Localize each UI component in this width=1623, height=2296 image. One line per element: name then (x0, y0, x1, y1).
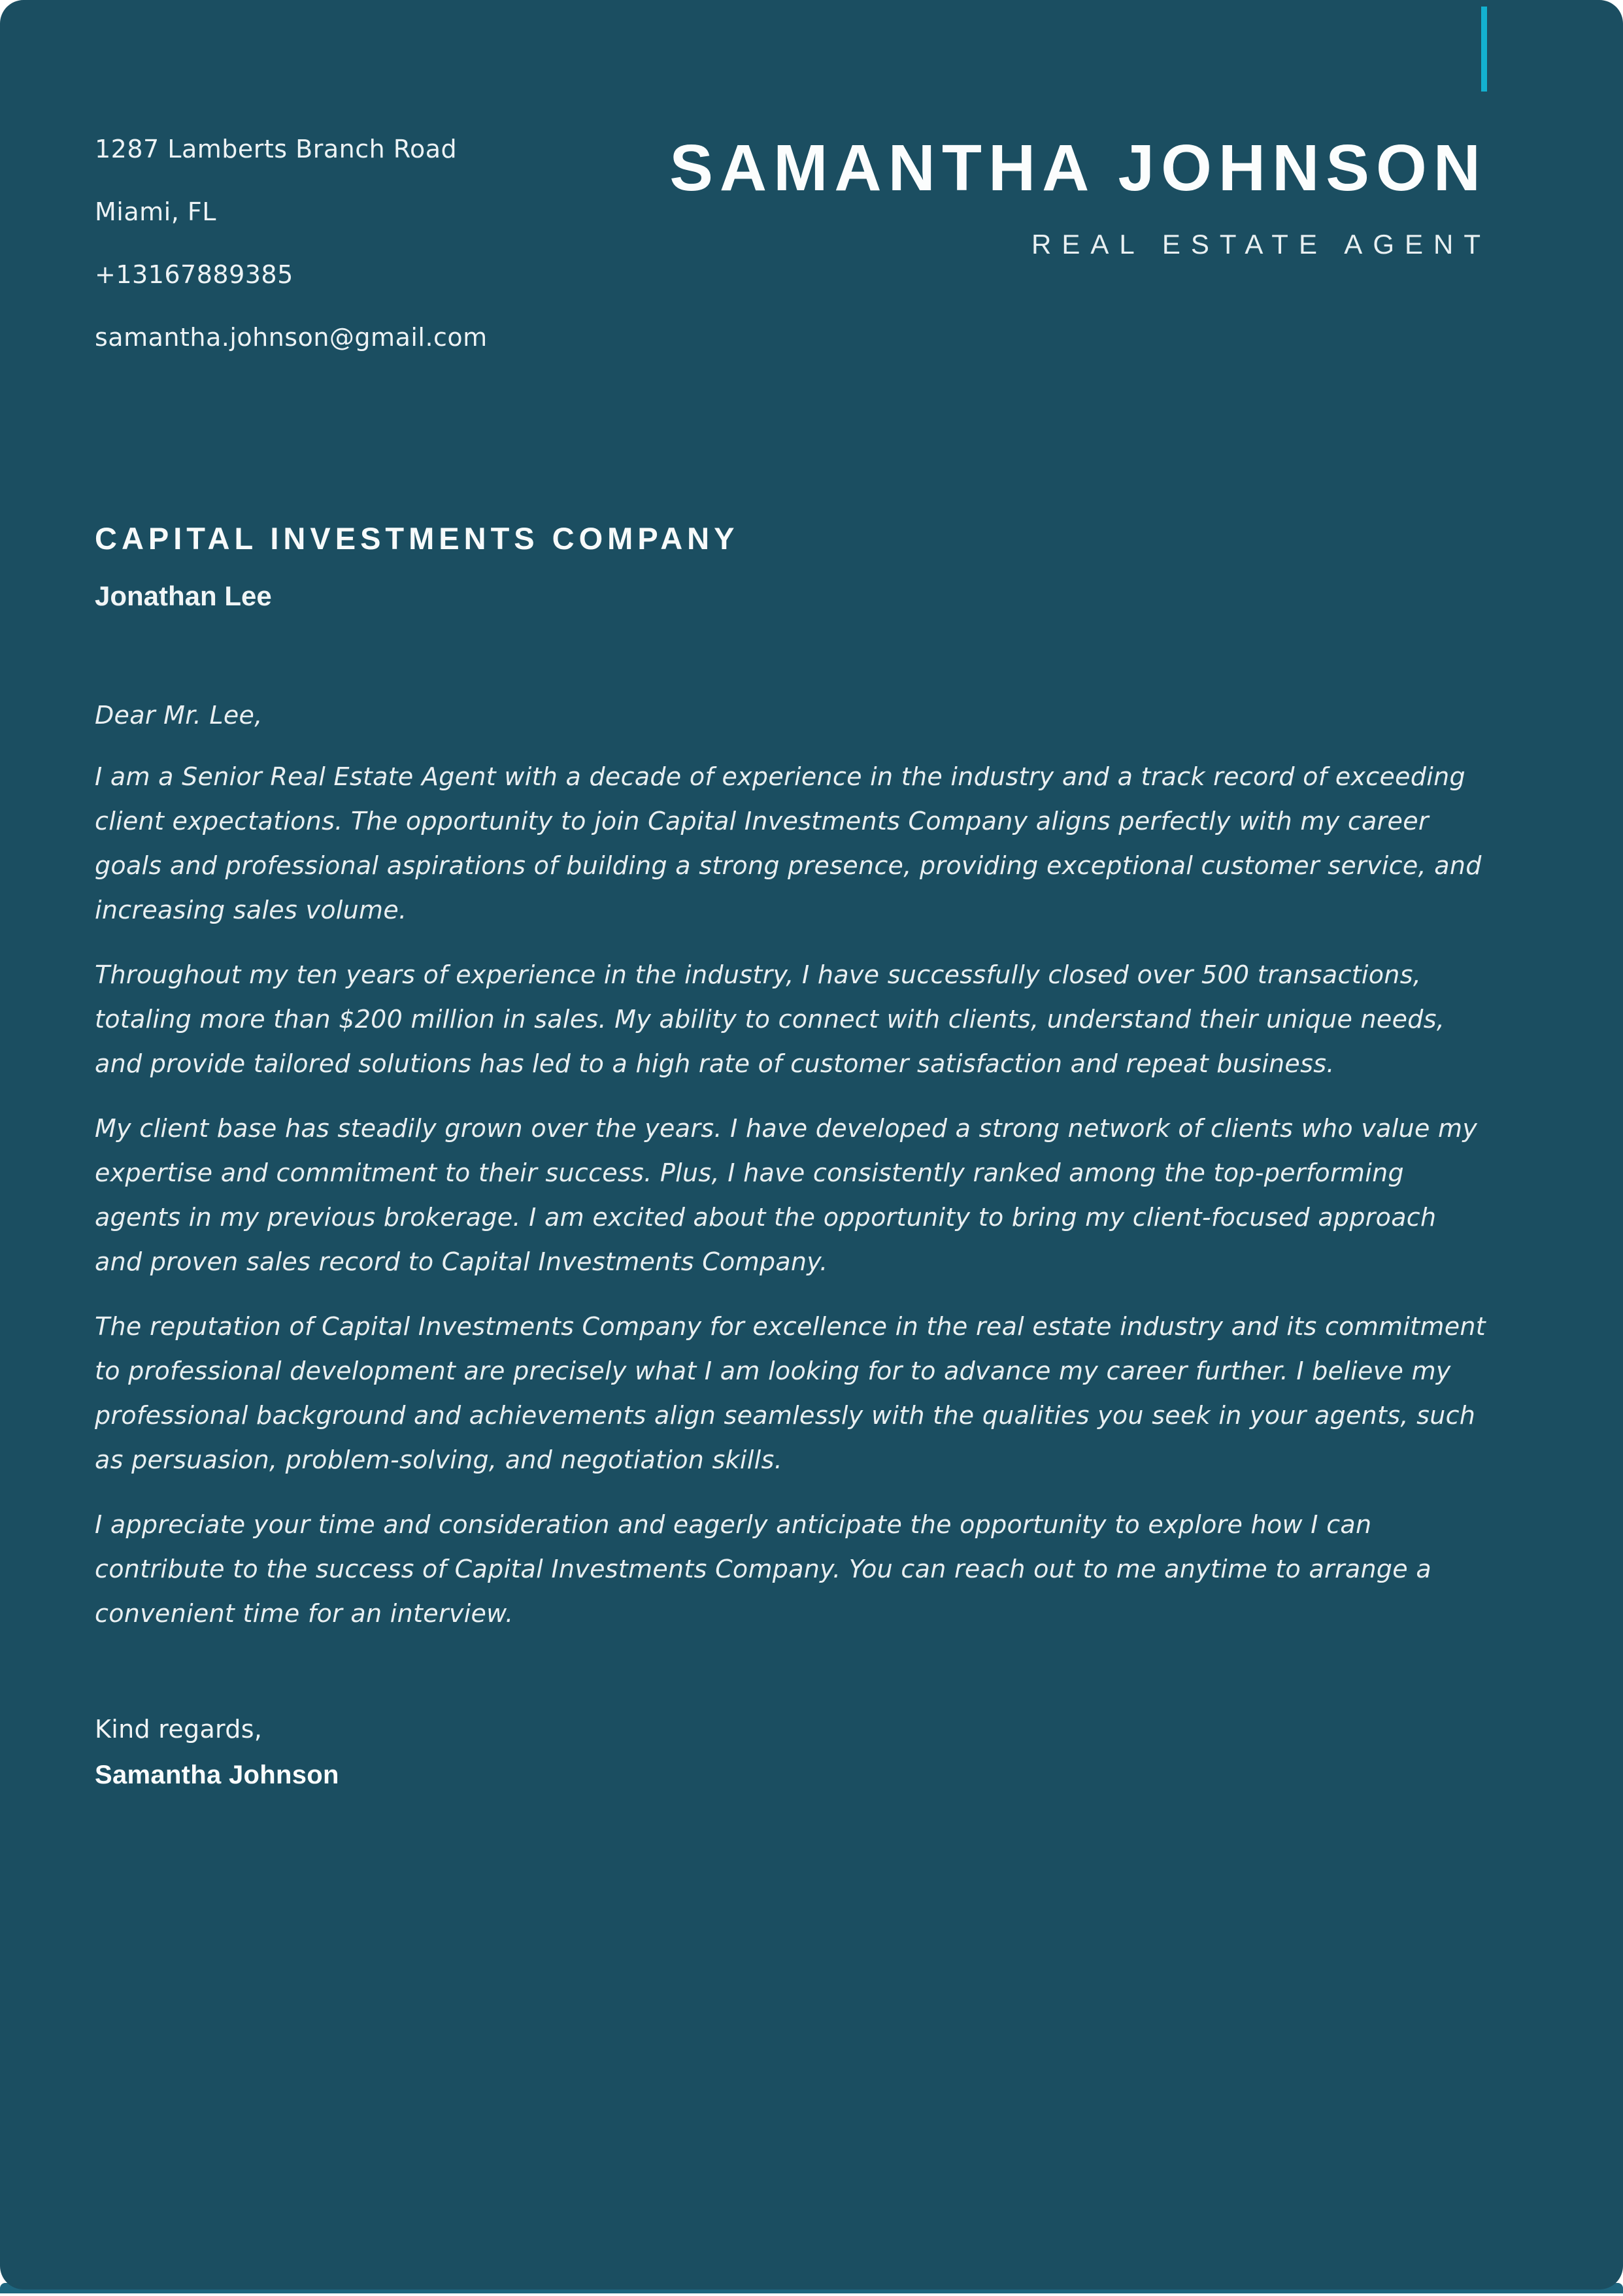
contact-email: samantha.johnson@gmail.com (95, 323, 488, 352)
applicant-name: SAMANTHA JOHNSON (669, 131, 1487, 205)
accent-bar (1481, 7, 1487, 92)
contact-address-line1: 1287 Lamberts Branch Road (95, 135, 458, 163)
salutation: Dear Mr. Lee, (95, 701, 263, 730)
contact-address-line2: Miami, FL (95, 197, 216, 226)
letter-paragraph: The reputation of Capital Investments Company for excellence in the real estate industry and its commitment to professional development are precisely what I am looking for to advance my career further. I believe my professional background and achievements align seamlessly with the qualities you seek in your agents, such as persuasion, problem-solving, and negotiation skills. (95, 1312, 1486, 1474)
closing-block (95, 1706, 1487, 1798)
identity-block (669, 131, 1491, 260)
contact-info (95, 118, 488, 369)
recipient-person: Jonathan Lee (95, 581, 272, 611)
letter-paragraph: My client base has steadily grown over the years. I have developed a strong network of clients who value my expertise and commitment to their success. Plus, I have consistently ranked among the top-performing agents in my previous brokerage. I am excited about the opportunity to bring my client-focused approach and proven sales record to Capital Investments Company. (95, 1114, 1478, 1276)
recipient-company: CAPITAL INVESTMENTS COMPANY (95, 521, 739, 556)
letter-paragraph: Throughout my ten years of experience in the industry, I have successfully closed over 500 transactions, totaling more than $200 million in sales. My ability to connect with clients, understand their unique needs, and provide tailored solutions has led to a high rate of customer satisfaction and repeat business. (95, 960, 1445, 1078)
closing-phrase: Kind regards, (95, 1715, 263, 1744)
letter-paragraph: I am a Senior Real Estate Agent with a decade of experience in the industry and a track record of exceeding client expectations. The opportunity to join Capital Investments Company aligns perfectly with my career goals and professional aspirations of building a strong presence, providing exceptional customer service, and increasing sales volume. (95, 762, 1482, 924)
letter-paragraph: I appreciate your time and consideration and eagerly anticipate the opportunity to explore how I can contribute to the success of Capital Investments Company. You can reach out to me anytime to arrange a convenient time for an interview. (95, 1510, 1431, 1628)
letter-body (95, 693, 1487, 1798)
signature-name: Samantha Johnson (95, 1761, 339, 1789)
applicant-title: REAL ESTATE AGENT (1031, 229, 1491, 260)
recipient-block (95, 523, 739, 610)
contact-phone: +13167889385 (95, 260, 293, 289)
